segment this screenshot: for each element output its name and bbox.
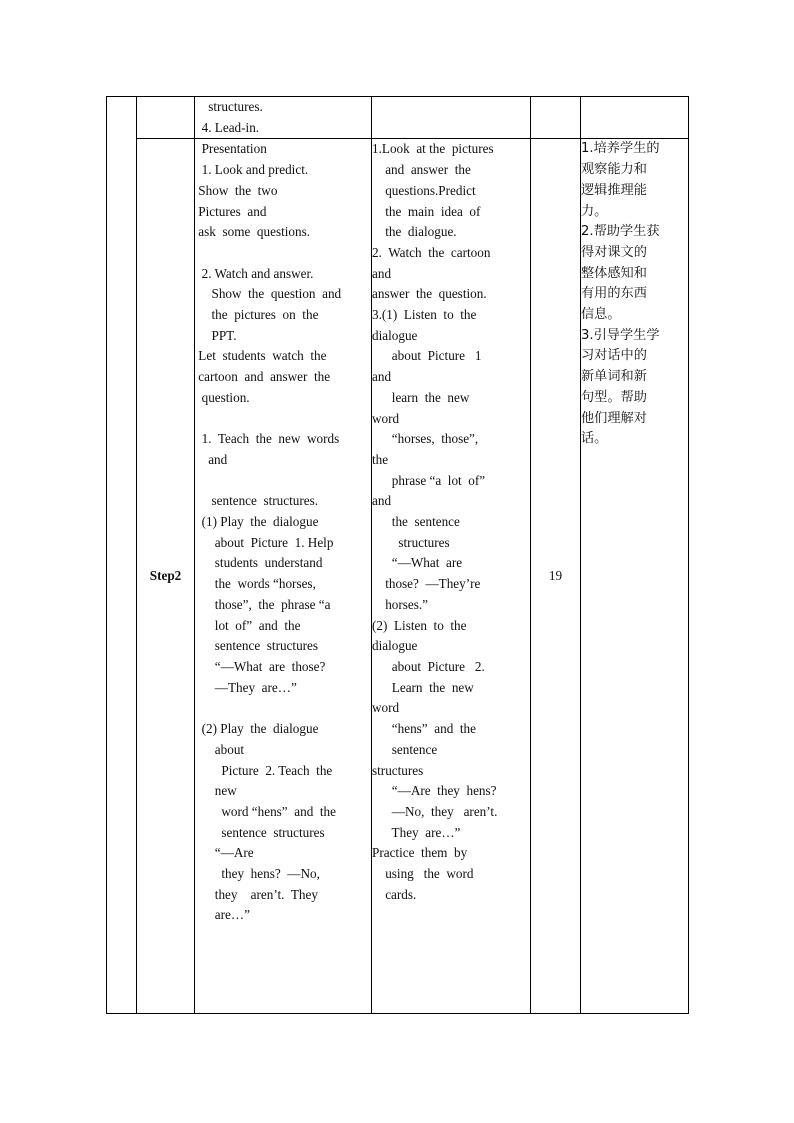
text-line: 1. Look and predict. xyxy=(195,162,309,178)
text-line: new xyxy=(195,783,237,799)
text-line: and answer the xyxy=(372,162,471,178)
text-line xyxy=(195,243,371,264)
text-line: and xyxy=(372,369,392,385)
purpose-text xyxy=(581,139,688,450)
text-line: 句型。帮助 xyxy=(581,389,647,405)
text-line: those? —They’re xyxy=(372,576,481,592)
text-line: 信息。 xyxy=(581,307,621,323)
text-line: They are…” xyxy=(372,824,461,840)
text-line: dialogue xyxy=(372,327,418,343)
text-line: (1) Play the dialogue xyxy=(195,514,319,530)
text-line: using the word xyxy=(372,866,474,882)
text-line: 2. Watch and answer. xyxy=(195,265,314,281)
text-line: 得对课文的 xyxy=(581,244,647,260)
text-line: about xyxy=(195,741,245,757)
text-line: cards. xyxy=(372,886,417,902)
text-line: lot of” and the xyxy=(195,617,301,633)
text-line: Practice them by xyxy=(372,845,468,861)
student-activity-text xyxy=(372,139,530,905)
text-line: 1.培养学生的 xyxy=(581,141,660,157)
text-line: word xyxy=(372,410,400,426)
text-line: the dialogue. xyxy=(372,224,457,240)
text-line: —No, they aren’t. xyxy=(372,803,498,819)
text-line: horses.” xyxy=(372,596,429,612)
text-line: about Picture 2. xyxy=(372,658,485,674)
text-line xyxy=(195,698,371,719)
text-line xyxy=(195,409,371,430)
text-line: sentence structures xyxy=(195,638,319,654)
text-line: word xyxy=(372,700,400,716)
text-line: structures. xyxy=(195,99,263,114)
text-line: 1. Teach the new words xyxy=(195,431,340,447)
text-line: (2) Play the dialogue xyxy=(195,721,319,737)
text-line: Pictures and xyxy=(195,203,267,219)
text-line: and xyxy=(372,493,392,509)
text-line: (2) Listen to the xyxy=(372,617,467,633)
text-line: ask some questions. xyxy=(195,224,311,240)
text-line: questions.Predict xyxy=(372,182,476,198)
step-cell xyxy=(137,97,195,139)
text-line: and xyxy=(195,451,228,467)
text-line: structures xyxy=(372,534,450,550)
lesson-plan-table xyxy=(106,96,689,1014)
text-line: Presentation xyxy=(195,141,267,157)
teacher-activity-cell xyxy=(195,97,372,139)
table-row xyxy=(107,139,689,1014)
text-line: 3.引导学生学 xyxy=(581,327,660,343)
text-line: 习对话中的 xyxy=(581,348,647,364)
teacher-activity-text xyxy=(195,139,371,926)
text-line: Picture 2. Teach the xyxy=(195,762,333,778)
purpose-cell xyxy=(581,97,689,139)
text-line: dialogue xyxy=(372,638,418,654)
student-activity-cell xyxy=(372,97,531,139)
text-line: the main idea of xyxy=(372,203,481,219)
text-line: 2.帮助学生获 xyxy=(581,224,660,240)
text-line: Show the question and xyxy=(195,286,342,302)
text-line: they aren’t. They xyxy=(195,886,318,902)
text-line: —They are…” xyxy=(195,679,297,695)
text-line: “horses, those”, xyxy=(372,431,479,447)
text-line: sentence structures. xyxy=(195,493,319,509)
text-line: “—Are xyxy=(195,845,254,861)
text-line: answer the question. xyxy=(372,286,487,302)
text-line: the pictures on the xyxy=(195,307,319,323)
text-line: 整体感知和 xyxy=(581,265,647,281)
text-line: “—What are those? xyxy=(195,658,326,674)
text-line: Show the two xyxy=(195,182,278,198)
teacher-activity-cell xyxy=(195,139,372,1014)
text-line: about Picture 1 xyxy=(372,348,482,364)
teacher-activity-text xyxy=(195,97,371,138)
text-line: students understand xyxy=(195,555,323,571)
text-line: are…” xyxy=(195,907,250,923)
margin-cell xyxy=(107,97,137,1014)
table-row xyxy=(107,97,689,139)
text-line: structures xyxy=(372,762,424,778)
text-line: about Picture 1. Help xyxy=(195,534,334,550)
text-line: the words “horses, xyxy=(195,576,316,592)
text-line: 3.(1) Listen to the xyxy=(372,307,477,323)
text-line: the xyxy=(372,451,389,467)
text-line: 他们理解对 xyxy=(581,410,647,426)
text-line: PPT. xyxy=(195,327,237,343)
text-line: Learn the new xyxy=(372,679,474,695)
time-cell xyxy=(531,97,581,139)
text-line: they hens? —No, xyxy=(195,866,320,882)
text-line: and xyxy=(372,265,392,281)
text-line: 2. Watch the cartoon xyxy=(372,244,491,260)
text-line: word “hens” and the xyxy=(195,803,336,819)
text-line: 4. Lead-in. xyxy=(195,119,260,135)
step-label: Step2 xyxy=(137,139,195,1014)
text-line: cartoon and answer the xyxy=(195,369,331,385)
text-line: “—Are they hens? xyxy=(372,783,497,799)
text-line: those”, the phrase “a xyxy=(195,596,331,612)
text-line: 力。 xyxy=(581,203,608,219)
text-line: question. xyxy=(195,389,250,405)
text-line: 有用的东西 xyxy=(581,286,647,302)
text-line: phrase “a lot of” xyxy=(372,472,486,488)
student-activity-cell xyxy=(372,139,531,1014)
text-line xyxy=(195,471,371,492)
time-minutes: 19 xyxy=(531,139,581,1014)
text-line: sentence structures xyxy=(195,824,325,840)
text-line: “hens” and the xyxy=(372,721,476,737)
text-line: 观察能力和 xyxy=(581,162,647,178)
text-line: 新单词和新 xyxy=(581,369,647,385)
text-line: 逻辑推理能 xyxy=(581,182,647,198)
text-line: Let students watch the xyxy=(195,348,327,364)
purpose-cell xyxy=(581,139,689,1014)
text-line: the sentence xyxy=(372,514,460,530)
text-line: 话。 xyxy=(581,431,608,447)
text-line: sentence xyxy=(372,741,438,757)
text-line: “—What are xyxy=(372,555,463,571)
text-line: 1.Look at the pictures xyxy=(372,141,494,157)
text-line: learn the new xyxy=(372,389,470,405)
